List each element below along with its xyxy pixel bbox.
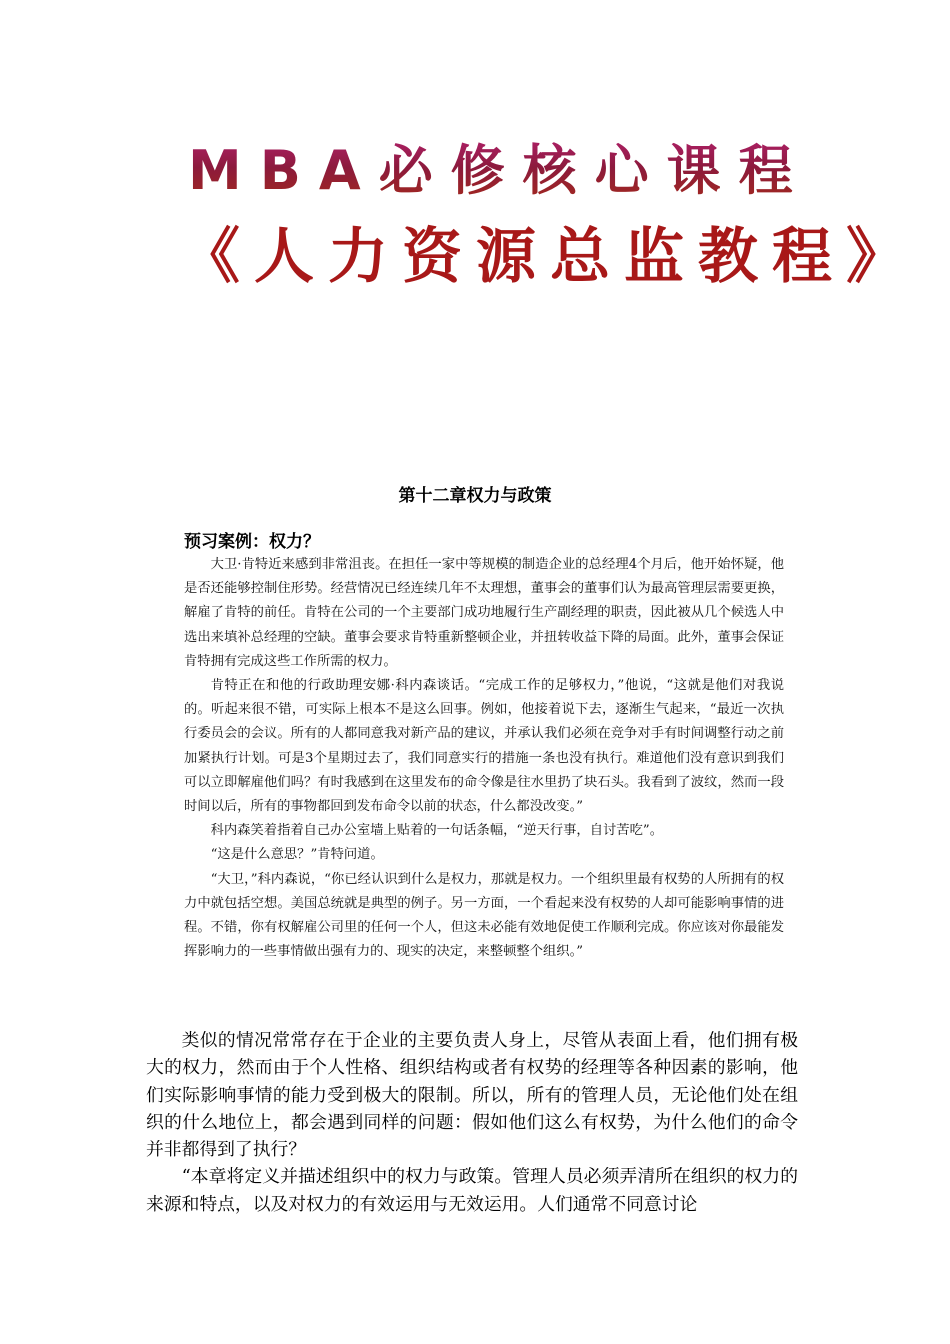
case-study-text bbox=[184, 553, 784, 964]
chapter-heading: 第十二章权力与政策 bbox=[398, 486, 552, 506]
body-paragraph-1: 类似的情况常常存在于企业的主要负责人身上，尽管从表面上看，他们拥有极大的权力，然而由于个人性格、组织结构或者有权势的经理等各种因素的影响，他们实际影响事情的能力受到极大的限制。所以，所有的管理人员，无论他们处在组织的什么地位上，都会遇到同样的问题：假如他们这么有权势，为什么他们的命令并非都得到了执行？ bbox=[146, 1030, 798, 1161]
case-paragraph-1: 大卫·肯特近来感到非常沮丧。在担任一家中等规模的制造企业的总经理4个月后，他开始怀疑，他是否还能够控制住形势。经营情况已经连续几年不太理想，董事会的董事们认为最高管理层需要更换，解雇了肯特的前任。肯特在公司的一个主要部门成功地履行生产副经理的职责，因此被从几个候选人中选出来填补总经理的空缺。董事会要求肯特重新整顿企业，并扭转收益下降的局面。此外，董事会保证肯特拥有完成这些工作所需的权力。 bbox=[184, 557, 784, 669]
case-heading: 预习案例：权力？ bbox=[184, 532, 320, 552]
case-paragraph-2: 肯特正在和他的行政助理安娜·科内森谈话。“完成工作的足够权力，”他说，“这就是他们对我说的。听起来很不错，可实际上根本不是这么回事。例如，他接着说下去，逐渐生气起来，“最近一次执行委员会的会议。所有的人都同意我对新产品的建议，并承认我们必须在竞争对手有时间调整行动之前加紧执行计划。可是3个星期过去了，我们同意实行的措施一条也没有执行。难道他们没有意识到我们可以立即解雇他们吗？有时我感到在这里发布的命令像是往水里扔了块石头。我看到了波纹，然而一段时间以后，所有的事物都回到发布命令以前的状态，什么都没改变。” bbox=[184, 678, 784, 815]
body-text bbox=[146, 1027, 798, 1218]
case-paragraph-5: “大卫，”科内森说，“你已经认识到什么是权力，那就是权力。一个组织里最有权势的人所拥有的权力中就包括空想。美国总统就是典型的例子。另一方面，一个看起来没有权势的人却可能影响事情的进程。不错，你有权解雇公司里的任何一个人，但这未必能有效地促使工作顺利完成。你应该对你最能发挥影响力的一些事情做出强有力的、现实的决定，来整顿整个组织。” bbox=[184, 871, 784, 960]
course-title: MBA必修核心课程 bbox=[188, 136, 888, 206]
case-paragraph-4: “这是什么意思？”肯特问道。 bbox=[210, 847, 384, 863]
body-paragraph-2: “本章将定义并描述组织中的权力与政策。管理人员必须弄清所在组织的权力的来源和特点，以及对权力的有效运用与无效运用。人们通常不同意讨论 bbox=[146, 1166, 798, 1215]
book-title: 《人力资源总监教程》 bbox=[180, 222, 920, 292]
case-paragraph-3: 科内森笑着指着自己办公室墙上贴着的一句话条幅，“逆天行事，自讨苦吃”。 bbox=[210, 823, 663, 839]
